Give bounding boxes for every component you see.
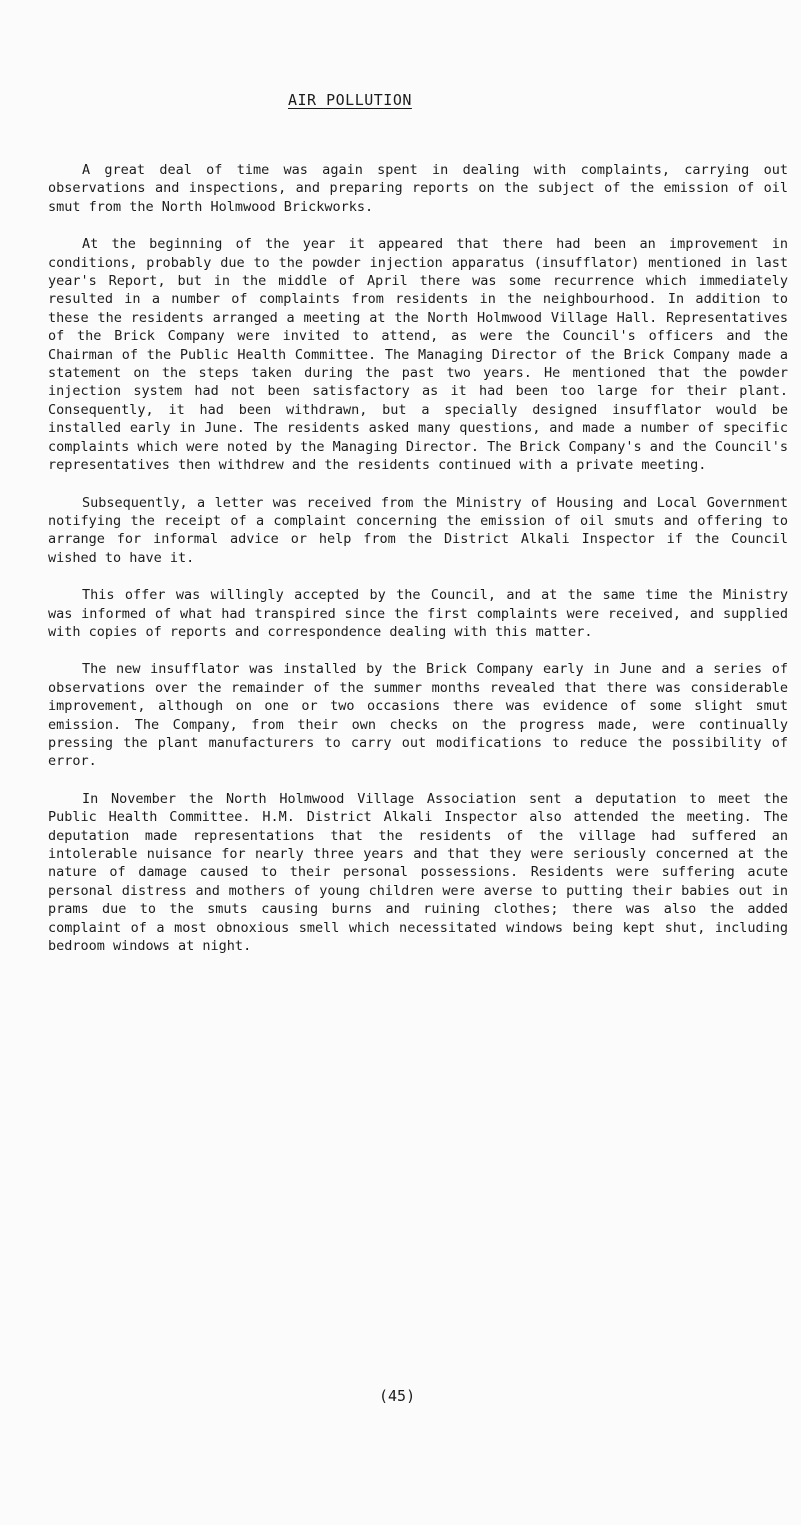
body-text — [48, 161, 788, 974]
paragraph-new-insufflator: The new insufflator was installed by the Brick Company early in June and a series of observations over the remainder of the summer months revealed that there was considerable improvement, although on one or two occasions there was evidence of some slight smut emission. The Company, from their own checks on the progress made, were continually pressing the plant manufacturers to carry out modifications to reduce the possibility of error. — [48, 661, 788, 770]
paragraph-intro: A great deal of time was again spent in dealing with complaints, carrying out observations and inspections, and preparing reports on the subject of the emission of oil smut from the North Holmwood Brickworks. — [48, 162, 788, 215]
paragraph-village-hall-meeting: At the beginning of the year it appeared that there had been an improvement in conditions, probably due to the powder injection apparatus (insufflator) mentioned in last year's Report, but in the middle of April there was some recurrence which immediately resulted in a number of complaints from residents in the neighbourhood. In addition to these the residents arranged a meeting at the North Holmwood Village Hall. Representatives of the Brick Company were invited to attend, as were the Council's officers and the Chairman of the Public Health Committee. The Managing Director of the Brick Company made a statement on the steps taken during the past two years. He mentioned that the powder injection system had not been satisfactory as it had been too large for their plant. Consequently, it had been withdrawn, but a specially designed insufflator would be installed early in June. The residents asked many questions, and made a number of specific complaints which were noted by the Managing Director. The Brick Company's and the Council's representatives then withdrew and the residents continued with a private meeting. — [48, 236, 788, 474]
page-title: AIR POLLUTION — [288, 91, 412, 109]
page-number: (45) — [379, 1387, 416, 1405]
paragraph-ministry-letter: Subsequently, a letter was received from the Ministry of Housing and Local Government notifying the receipt of a complaint concerning the emission of oil smuts and offering to arrange for informal advice or help from the District Alkali Inspector if the Council wished to have it. — [48, 494, 788, 566]
paragraph-offer-accepted: This offer was willingly accepted by the Council, and at the same time the Ministry was informed of what had transpired since the first complaints were received, and supplied with copies of reports and correspondence dealing with this matter. — [48, 587, 788, 640]
paragraph-november-deputation: In November the North Holmwood Village Association sent a deputation to meet the Public Health Committee. H.M. District Alkali Inspector also attended the meeting. The deputation made representations that the residents of the village had suffered an intolerable nuisance for nearly three years and that they were seriously concerned at the nature of damage caused to their personal possessions. Residents were suffering acute personal distress and mothers of young children were averse to putting their babies out in prams due to the smuts causing burns and ruining clothes; there was also the added complaint of a most obnoxious smell which necessitated windows being kept shut, including bedroom windows at night. — [48, 790, 788, 955]
